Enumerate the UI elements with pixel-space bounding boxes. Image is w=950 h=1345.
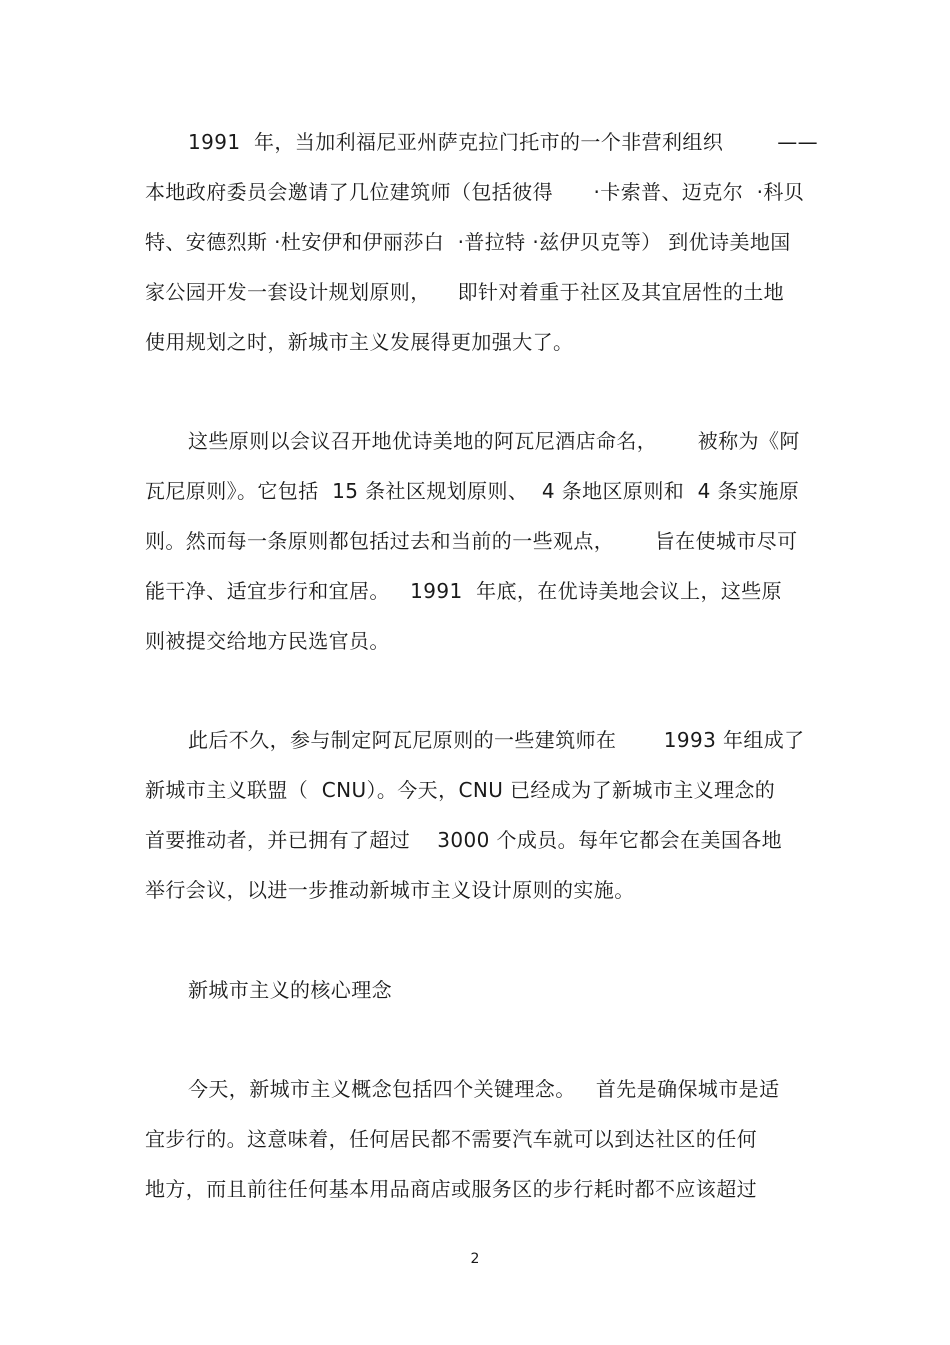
paragraph-1-line-4: 家公园开发一套设计规划原则， 即针对着重于社区及其宜居性的土地 bbox=[145, 280, 785, 304]
paragraph-5-line-1: 今天，新城市主义概念包括四个关键理念。 首先是确保城市是适 bbox=[188, 1077, 780, 1101]
paragraph-3-line-4: 举行会议，以进一步推动新城市主义设计原则的实施。 bbox=[145, 878, 635, 902]
paragraph-2-line-5: 则被提交给地方民选官员。 bbox=[145, 629, 390, 653]
paragraph-1-line-3: 特、安德烈斯 ·杜安伊和伊丽莎白 ·普拉特 ·兹伊贝克等） 到优诗美地国 bbox=[145, 230, 791, 254]
paragraph-2-line-4: 能干净、适宜步行和宜居。 1991 年底，在优诗美地会议上，这些原 bbox=[145, 579, 783, 603]
paragraph-2-line-2: 瓦尼原则》。它包括 15 条社区规划原则、 4 条地区原则和 4 条实施原 bbox=[145, 479, 800, 503]
paragraph-3-line-1: 此后不久，参与制定阿瓦尼原则的一些建筑师在 1993 年组成了 bbox=[188, 728, 805, 752]
paragraph-5-line-2: 宜步行的。这意味着，任何居民都不需要汽车就可以到达社区的任何 bbox=[145, 1127, 757, 1151]
paragraph-3-line-2: 新城市主义联盟（ CNU）。今天，CNU 已经成为了新城市主义理念的 bbox=[145, 778, 776, 802]
paragraph-2-line-1: 这些原则以会议召开地优诗美地的阿瓦尼酒店命名， 被称为《阿 bbox=[188, 429, 800, 453]
paragraph-1-line-2: 本地政府委员会邀请了几位建筑师（包括彼得 ·卡索普、迈克尔 ·科贝 bbox=[145, 180, 805, 204]
paragraph-3-line-3: 首要推动者，并已拥有了超过 3000 个成员。每年它都会在美国各地 bbox=[145, 828, 783, 852]
section-heading: 新城市主义的核心理念 bbox=[188, 978, 392, 1002]
paragraph-1-line-5: 使用规划之时，新城市主义发展得更加强大了。 bbox=[145, 330, 574, 354]
page-number: 2 bbox=[470, 1251, 480, 1267]
paragraph-5-line-3: 地方，而且前往任何基本用品商店或服务区的步行耗时都不应该超过 bbox=[145, 1177, 757, 1201]
paragraph-1-line-1: 1991 年，当加利福尼亚州萨克拉门托市的一个非营利组织 —— bbox=[188, 130, 819, 154]
paragraph-2-line-3: 则。然而每一条原则都包括过去和当前的一些观点， 旨在使城市尽可 bbox=[145, 529, 798, 553]
